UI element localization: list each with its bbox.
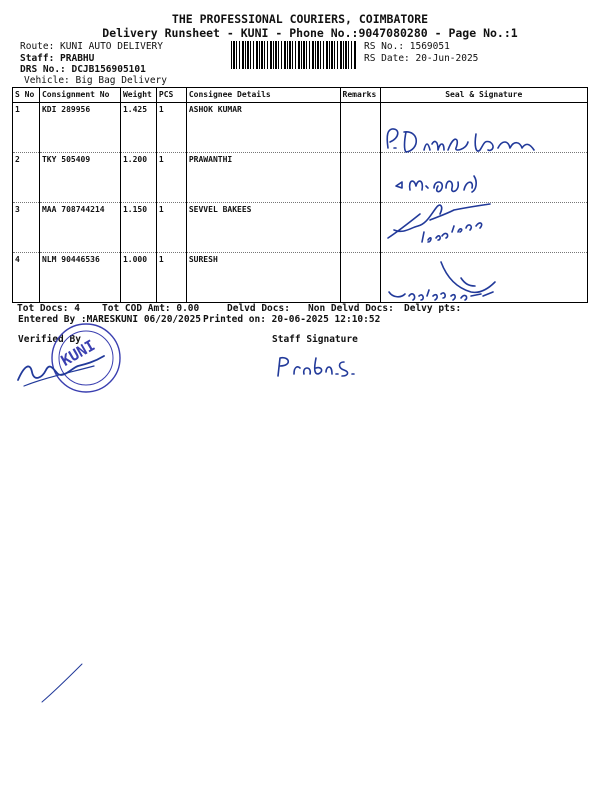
table-header-row [13,88,588,103]
barcode [231,41,357,69]
printed-on: Printed on: 20-06-2025 12:10:52 [203,314,381,325]
cell-consignment: KDI 289956 [39,103,120,153]
signature-row2 [390,168,500,198]
table-row [13,153,588,203]
cell-pcs: 1 [156,253,186,303]
cell-sno: 3 [13,203,40,253]
staff-signature-label: Staff Signature [272,334,358,345]
cell-pcs: 1 [156,103,186,153]
cell-weight: 1.000 [120,253,156,303]
cell-weight: 1.200 [120,153,156,203]
col-header-sno: S No [13,88,40,103]
cell-remarks [340,103,380,153]
col-header-consignee: Consignee Details [186,88,340,103]
cell-remarks [340,253,380,303]
cell-remarks [340,153,380,203]
runsheet-subtitle: Delivery Runsheet - KUNI - Phone No.:9047080280 - Page No.:1 [102,26,518,40]
col-header-consignment: Consignment No [39,88,120,103]
cell-consignee: SEVVEL BAKEES [186,203,340,253]
col-header-seal: Seal & Signature [380,88,587,103]
stamp-text: KUNI [57,336,99,370]
col-header-weight: Weight [120,88,156,103]
rs-number: RS No.: 1569051 [364,41,450,52]
cell-consignee: ASHOK KUMAR [186,103,340,153]
company-title: THE PROFESSIONAL COURIERS, COIMBATORE [171,12,429,26]
cell-consignment: MAA 708744214 [39,203,120,253]
route-label: Route: KUNI AUTO DELIVERY [20,41,163,52]
cell-weight: 1.425 [120,103,156,153]
cell-consignment: NLM 90446536 [39,253,120,303]
entered-by: Entered By :MARESKUNI 06/20/2025 [18,314,202,325]
verified-by-label: Verified By [18,334,81,345]
cell-sno: 1 [13,103,40,153]
delivery-points: Delvy pts: [404,303,462,314]
col-header-pcs: PCS [156,88,186,103]
cell-pcs: 1 [156,153,186,203]
total-docs: Tot Docs: 4 [17,303,80,314]
cell-pcs: 1 [156,203,186,253]
cell-remarks [340,203,380,253]
stray-pen-mark [38,660,88,706]
staff-label: Staff: PRABHU [20,53,95,64]
signature-row1 [380,120,545,160]
non-delivered-docs: Non Delvd Docs: [308,303,394,314]
cell-sno: 4 [13,253,40,303]
delivered-docs: Delvd Docs: [227,303,290,314]
vehicle-label: Vehicle: Big Bag Delivery [24,75,167,86]
table-row [13,203,588,253]
staff-signature [272,352,356,380]
signature-row3 [380,196,500,248]
total-cod-amount: Tot COD Amt: 0.00 [102,303,200,314]
drs-number: DRS No.: DCJB156905101 [20,64,146,75]
signature-row4 [385,258,505,306]
cell-weight: 1.150 [120,203,156,253]
cell-sno: 2 [13,153,40,203]
col-header-remarks: Remarks [340,88,380,103]
cell-consignment: TKY 505409 [39,153,120,203]
rs-date: RS Date: 20-Jun-2025 [364,53,479,64]
cell-consignee: PRAWANTHI [186,153,340,203]
cell-consignee: SURESH [186,253,340,303]
